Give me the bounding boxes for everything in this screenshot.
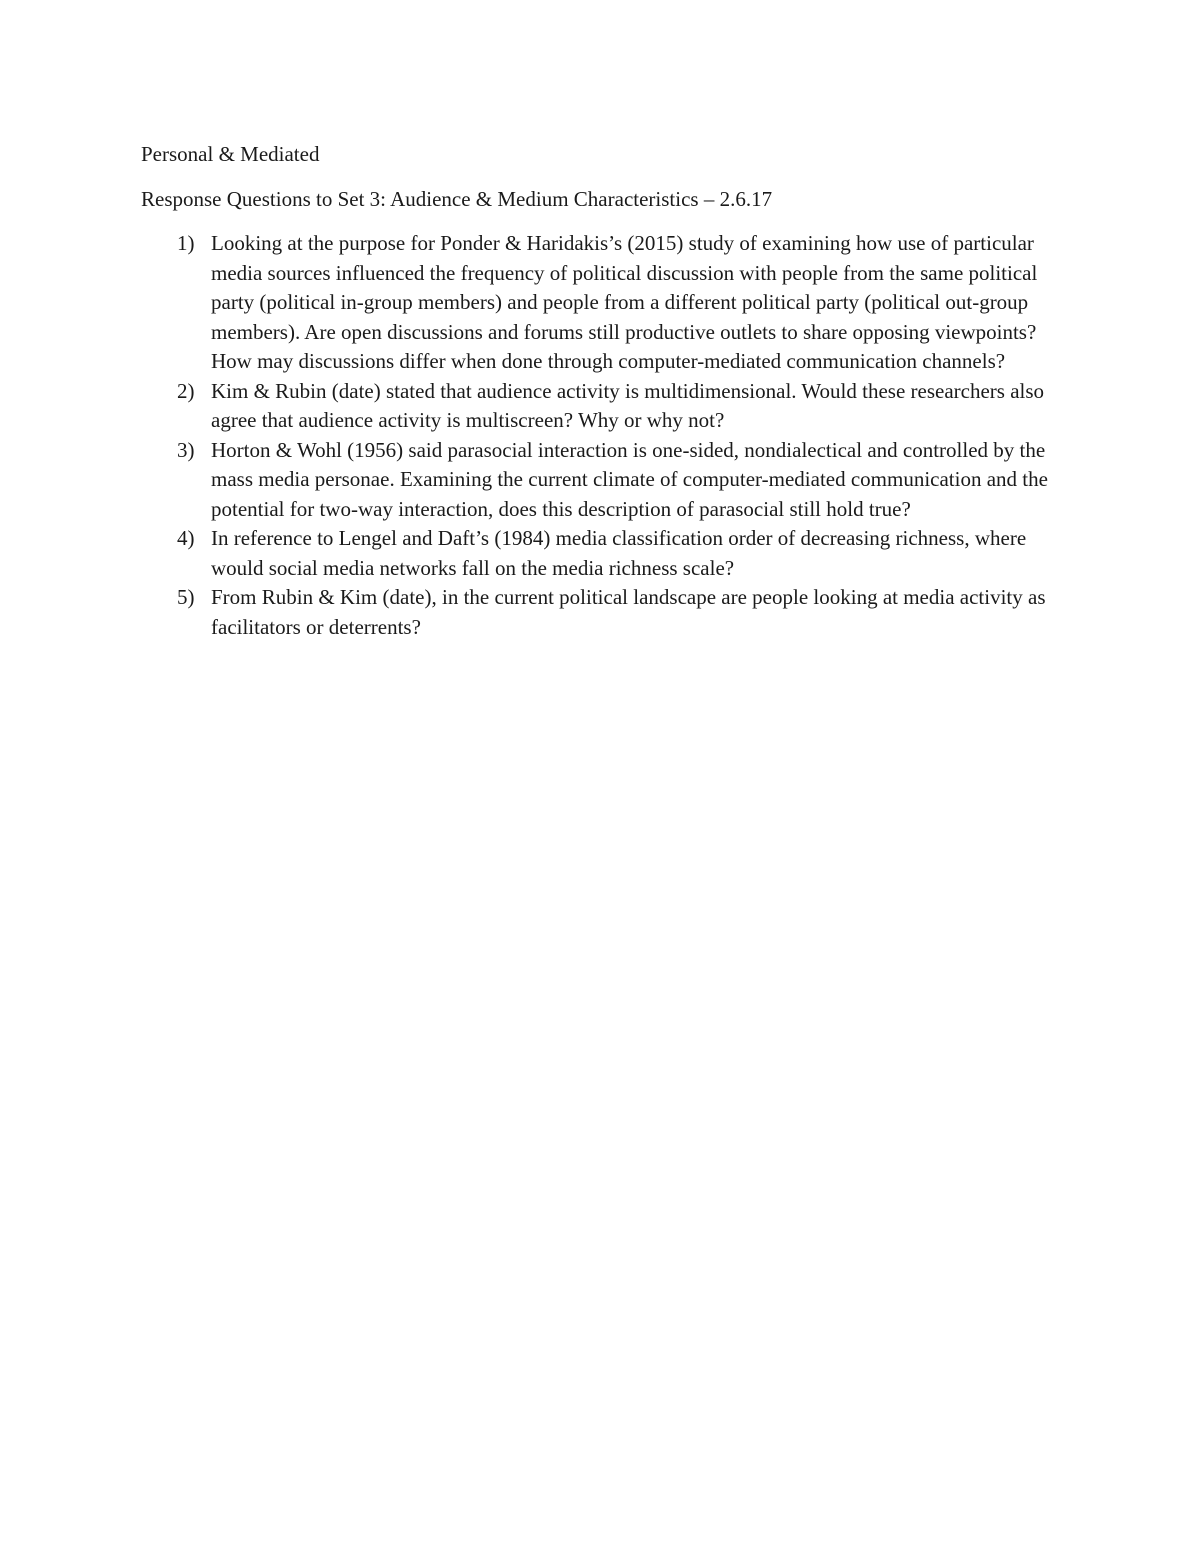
question-item: [141, 229, 1061, 377]
question-number: 5): [177, 585, 195, 609]
question-number: 2): [177, 378, 195, 403]
question-text: From Rubin & Kim (date), in the current political landscape are people looking at media activity as facilitators or deterrents?: [211, 585, 1046, 639]
document-page: [141, 140, 1061, 642]
document-title: Personal & Mediated: [141, 142, 320, 166]
question-item: [141, 583, 1061, 642]
question-number: 4): [177, 526, 195, 550]
question-text: Looking at the purpose for Ponder & Haridakis’s (2015) study of examining how use of particular media sources influenced the frequency of political discussion with people from the same political party (political in-group members) and people from a different political party (political out-group members). Are open discussions and forums still productive outlets to share opposing viewpoints? How may discussions differ when done through computer-mediated communication channels?: [211, 231, 1038, 373]
question-text: In reference to Lengel and Daft’s (1984) media classification order of decreasing richness, where would social media networks fall on the media richness scale?: [211, 526, 1027, 580]
document-subtitle: Response Questions to Set 3: Audience & Medium Characteristics – 2.6.17: [141, 186, 773, 211]
question-item: [141, 436, 1061, 525]
question-item: [141, 524, 1061, 583]
question-text: Kim & Rubin (date) stated that audience activity is multidimensional. Would these researchers also agree that audience activity is multiscreen? Why or why not?: [211, 378, 1045, 432]
question-number: 3): [177, 437, 195, 462]
question-text: Horton & Wohl (1956) said parasocial interaction is one-sided, nondialectical and controlled by the mass media personae. Examining the current climate of computer-mediated communication and the potential for two-way interaction, does this description of parasocial still hold true?: [211, 437, 1048, 521]
question-list: [141, 229, 1061, 642]
question-item: [141, 377, 1061, 436]
question-number: 1): [177, 231, 195, 255]
